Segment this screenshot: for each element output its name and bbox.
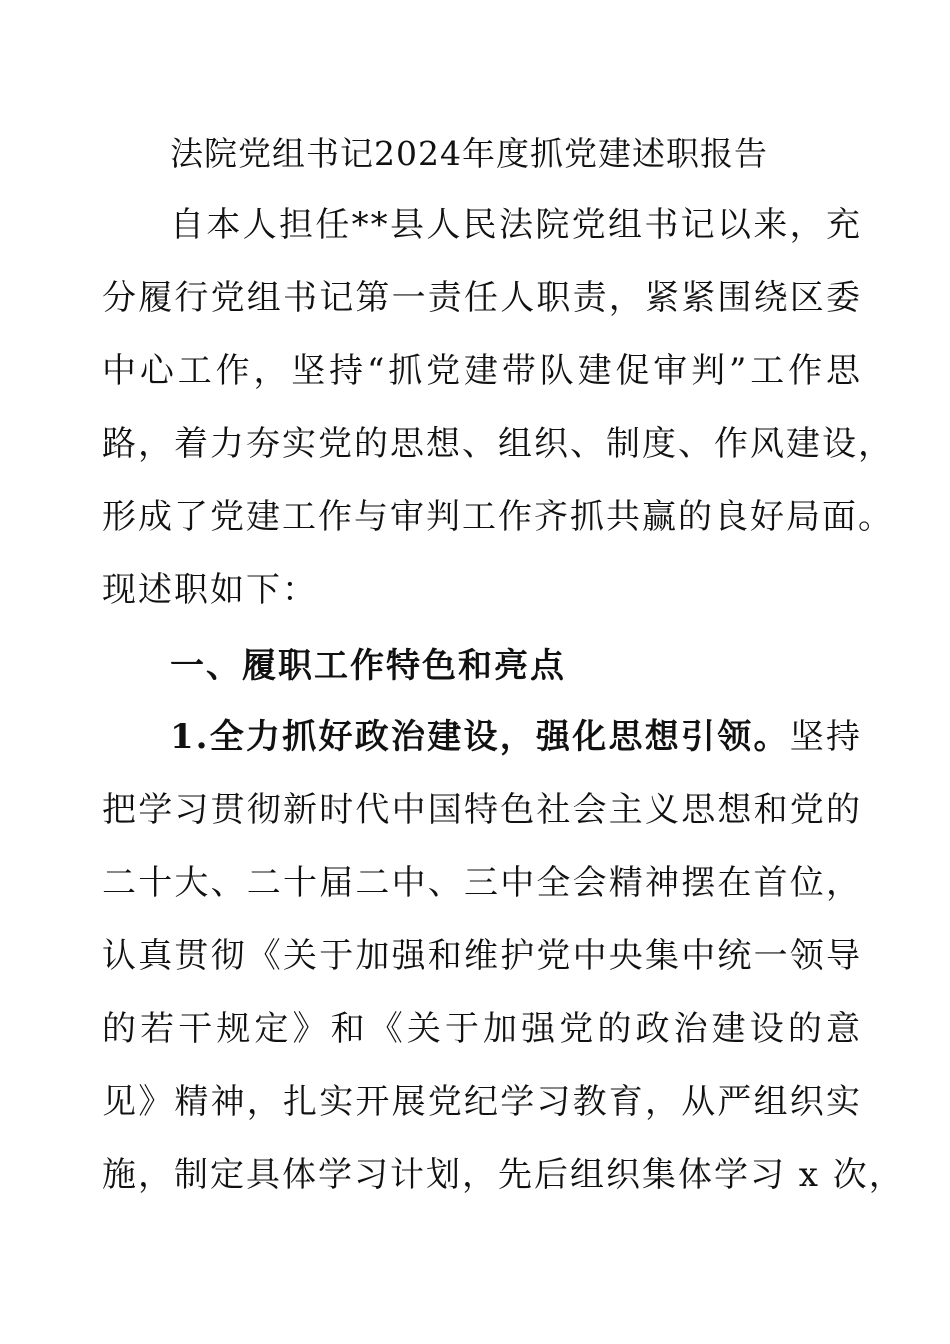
document-title: 法院党组书记2024年度抓党建述职报告 — [170, 134, 768, 173]
item1-line-2: 把学习贯彻新时代中国特色社会主义思想和党的 — [102, 790, 862, 830]
item1-line-5: 的若干规定》和《关于加强党的政治建设的意 — [102, 1009, 862, 1049]
item1-first-line — [170, 717, 862, 757]
item1-line-3: 二十大、二十届二中、三中全会精神摆在首位， — [102, 863, 862, 903]
item1-lead: 1.全力抓好政治建设，强化思想引领。 — [170, 717, 790, 757]
item1-lead-tail: 坚持 — [789, 717, 862, 757]
item1-line-6: 见》精神，扎实开展党纪学习教育，从严组织实 — [102, 1082, 862, 1122]
item1-line-7: 施，制定具体学习计划，先后组织集体学习 x 次， — [102, 1155, 905, 1195]
section-heading: 一、履职工作特色和亮点 — [170, 646, 566, 686]
intro-line-1: 自本人担任**县人民法院党组书记以来，充 — [170, 205, 862, 245]
intro-line-6: 现述职如下： — [102, 570, 318, 610]
intro-line-2: 分履行党组书记第一责任人职责，紧紧围绕区委 — [102, 278, 862, 318]
item1-line-4: 认真贯彻《关于加强和维护党中央集中统一领导 — [102, 936, 862, 976]
intro-line-3: 中心工作，坚持“抓党建带队建促审判”工作思 — [102, 351, 862, 391]
intro-line-5: 形成了党建工作与审判工作齐抓共赢的良好局面。 — [102, 497, 894, 537]
intro-line-4: 路，着力夯实党的思想、组织、制度、作风建设， — [102, 424, 894, 464]
